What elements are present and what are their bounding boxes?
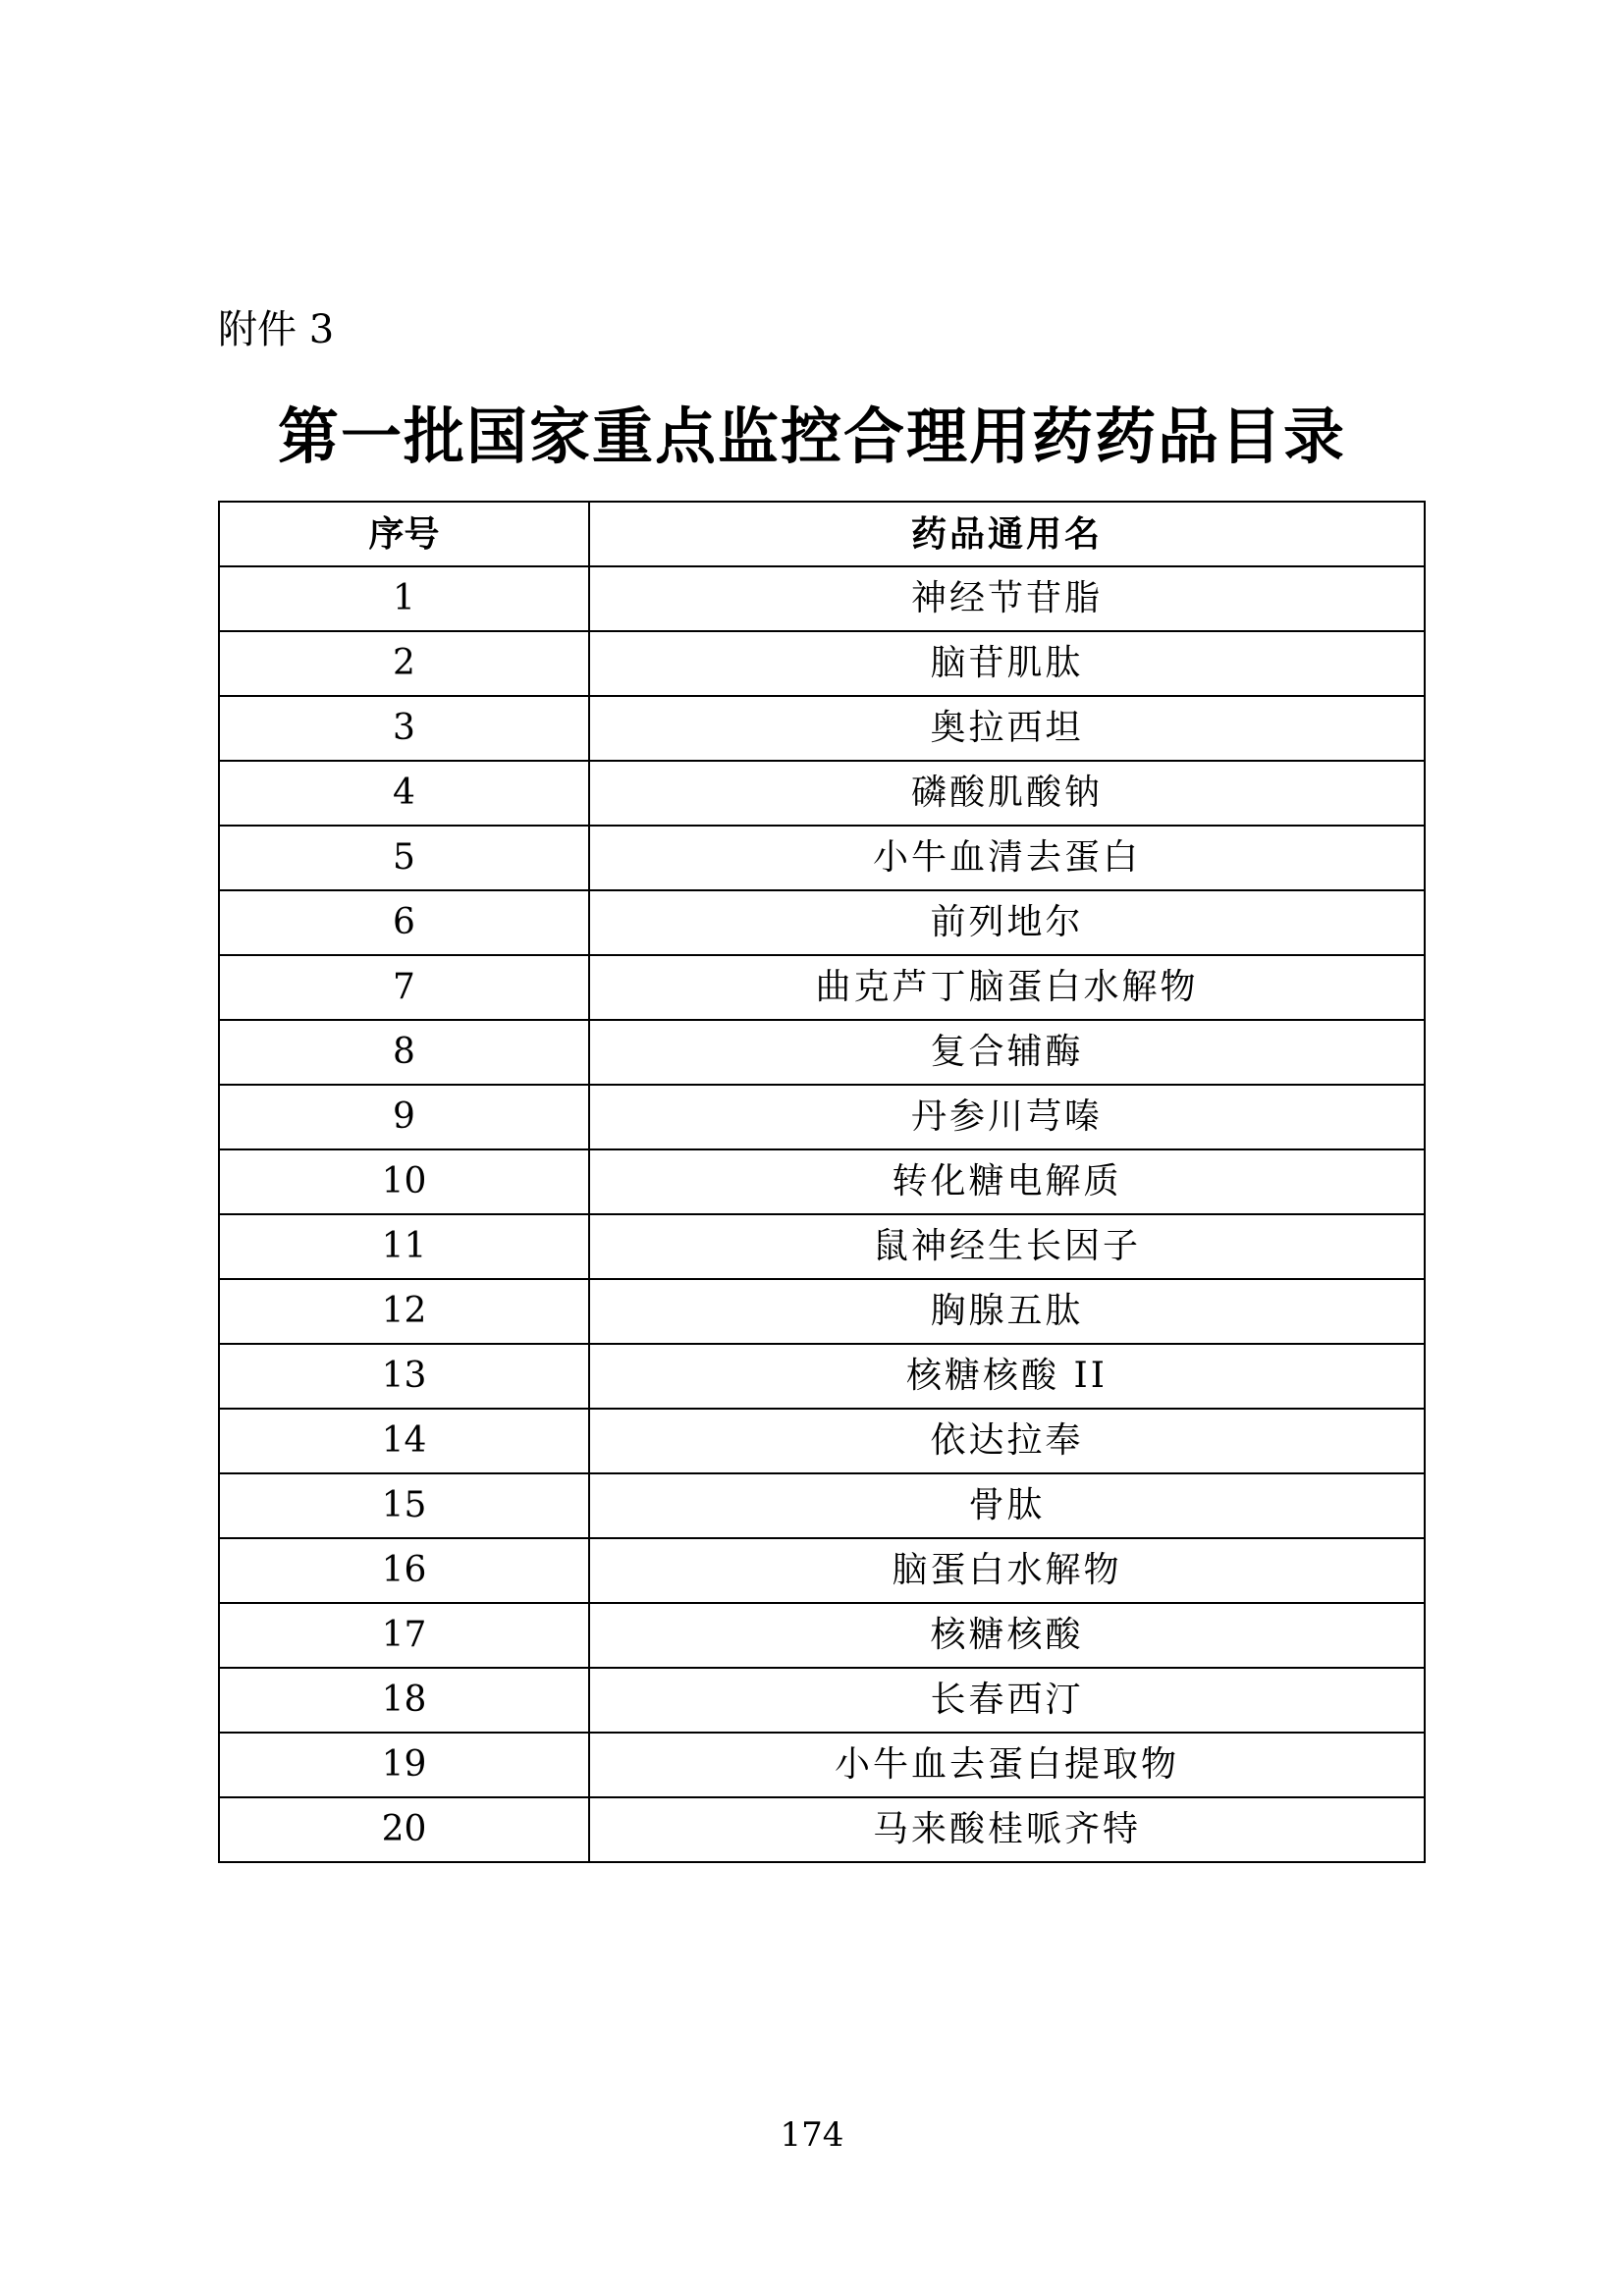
serial-number-cell: 19 — [219, 1733, 589, 1797]
attachment-label: 附件 3 — [218, 307, 335, 352]
serial-number-cell: 13 — [219, 1344, 589, 1409]
table-row — [219, 1279, 1425, 1344]
drug-name-cell: 转化糖电解质 — [589, 1149, 1425, 1214]
drug-name-cell: 鼠神经生长因子 — [589, 1214, 1425, 1279]
table-row — [219, 826, 1425, 890]
drug-name-cell: 小牛血清去蛋白 — [589, 826, 1425, 890]
serial-number-cell: 14 — [219, 1409, 589, 1473]
serial-number-cell: 20 — [219, 1797, 589, 1862]
drug-name-cell: 丹参川芎嗪 — [589, 1085, 1425, 1149]
table-row — [219, 696, 1425, 761]
table-row — [219, 1538, 1425, 1603]
table-row — [219, 890, 1425, 955]
serial-number-cell: 7 — [219, 955, 589, 1020]
drug-name-cell: 长春西汀 — [589, 1668, 1425, 1733]
serial-number-cell: 16 — [219, 1538, 589, 1603]
table-row — [219, 1409, 1425, 1473]
table-row — [219, 955, 1425, 1020]
serial-number-cell: 4 — [219, 761, 589, 826]
table-row — [219, 1797, 1425, 1862]
drug-name-cell: 脑苷肌肽 — [589, 631, 1425, 696]
table-row — [219, 1603, 1425, 1668]
drug-name-cell: 神经节苷脂 — [589, 566, 1425, 631]
serial-number-cell: 8 — [219, 1020, 589, 1085]
drug-name-cell: 胸腺五肽 — [589, 1279, 1425, 1344]
table-row — [219, 1668, 1425, 1733]
table-row — [219, 566, 1425, 631]
page-title: 第一批国家重点监控合理用药药品目录 — [277, 400, 1346, 472]
serial-number-cell: 11 — [219, 1214, 589, 1279]
drug-name-cell: 曲克芦丁脑蛋白水解物 — [589, 955, 1425, 1020]
drug-name-cell: 磷酸肌酸钠 — [589, 761, 1425, 826]
serial-number-cell: 1 — [219, 566, 589, 631]
serial-number-cell: 6 — [219, 890, 589, 955]
drug-name-cell: 核糖核酸 — [589, 1603, 1425, 1668]
table-header-row — [219, 502, 1425, 566]
table-row — [219, 1214, 1425, 1279]
drug-name-cell: 骨肽 — [589, 1473, 1425, 1538]
drug-name-cell: 马来酸桂哌齐特 — [589, 1797, 1425, 1862]
table-row — [219, 1149, 1425, 1214]
drug-name-cell: 复合辅酶 — [589, 1020, 1425, 1085]
serial-number-cell: 18 — [219, 1668, 589, 1733]
serial-number-cell: 10 — [219, 1149, 589, 1214]
table-row — [219, 1733, 1425, 1797]
serial-number-cell: 17 — [219, 1603, 589, 1668]
table-row — [219, 631, 1425, 696]
column-header-drug-name: 药品通用名 — [589, 502, 1425, 566]
drug-name-cell: 小牛血去蛋白提取物 — [589, 1733, 1425, 1797]
column-header-serial-number: 序号 — [219, 502, 589, 566]
table-row — [219, 1085, 1425, 1149]
table-row — [219, 761, 1425, 826]
drug-name-cell: 核糖核酸 II — [589, 1344, 1425, 1409]
table-row — [219, 1020, 1425, 1085]
page-number: 174 — [780, 2115, 844, 2155]
serial-number-cell: 5 — [219, 826, 589, 890]
table-row — [219, 1344, 1425, 1409]
serial-number-cell: 15 — [219, 1473, 589, 1538]
table-row — [219, 1473, 1425, 1538]
drug-name-cell: 奥拉西坦 — [589, 696, 1425, 761]
drug-catalog-table — [218, 501, 1426, 1863]
drug-name-cell: 脑蛋白水解物 — [589, 1538, 1425, 1603]
drug-name-cell: 依达拉奉 — [589, 1409, 1425, 1473]
serial-number-cell: 9 — [219, 1085, 589, 1149]
serial-number-cell: 3 — [219, 696, 589, 761]
serial-number-cell: 12 — [219, 1279, 589, 1344]
drug-name-cell: 前列地尔 — [589, 890, 1425, 955]
serial-number-cell: 2 — [219, 631, 589, 696]
